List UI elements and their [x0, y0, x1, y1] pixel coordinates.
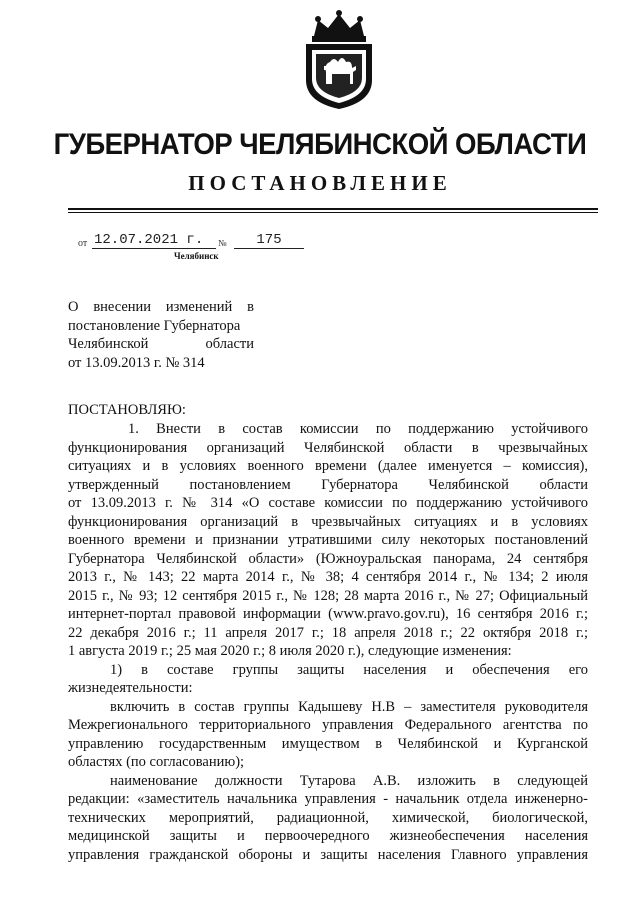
subject-line: Челябинской области	[68, 336, 254, 352]
body-line: ситуациях и в условиях военного времени (далее именуется – комиссия),	[68, 458, 588, 474]
body-line: функционирования организаций в чрезвычайных ситуациях и в условиях	[68, 513, 588, 530]
body-line: военного времени и признании утратившими силу некоторых постановлений	[68, 532, 588, 548]
body-line: медицинской защиты и первоочередного жизнеобеспечения населения	[68, 828, 588, 844]
body-line: включить в состав группы Кадышеву Н.В – заместителя руководителя	[110, 698, 588, 715]
governor-title: ГУБЕРНАТОР ЧЕЛЯБИНСКОЙ ОБЛАСТИ	[53, 128, 587, 161]
body-line: 2013 г., № 143; 22 марта 2014 г., № 38; 4 сентября 2014 г., № 134; 2 июля	[68, 569, 588, 585]
subject-line: от 13.09.2013 г. № 314	[68, 354, 205, 371]
coat-of-arms-emblem	[296, 10, 382, 110]
body-line: утвержденный постановлением Губернатора Челябинской области	[68, 476, 588, 493]
body-line: наименование должности Тутарова А.В. изложить в следующей	[110, 772, 588, 789]
body-line: технических мероприятий, радиационной, химической, биологической,	[68, 809, 588, 826]
body-line: 1. Внести в состав комиссии по поддержанию устойчивого	[128, 421, 588, 437]
decree-word: ПОСТАНОВЛЯЮ:	[68, 402, 186, 418]
body-line: интернет-портал правовой информации (www.pravo.gov.ru), 16 сентября 2016 г.;	[68, 606, 588, 622]
body-line: управлению государственным имуществом в Челябинской и Курганской	[68, 735, 588, 752]
body-line: 22 декабря 2016 г.; 11 апреля 2017 г.; 18 апреля 2018 г.; 22 октября 2018 г.;	[68, 624, 588, 641]
body-line: Межрегионального территориального управления Федерального агентства по	[68, 717, 588, 733]
number-label: №	[218, 238, 227, 248]
body-line: редакции: «заместитель начальника управления - начальник отдела инженерно-	[68, 791, 588, 807]
body-line: 1 августа 2019 г.; 25 мая 2020 г.; 8 июля 2020 г.), следующие изменения:	[68, 643, 512, 659]
subject-line: постановление Губернатора	[68, 317, 241, 334]
body-line: управления гражданской обороны и защиты населения Главного управления	[68, 846, 588, 863]
document-body	[68, 420, 588, 864]
body-line: Губернатора Челябинской области» (Южноуральская панорама, 24 сентября	[68, 550, 588, 567]
document-date: 12.07.2021 г.	[92, 232, 216, 249]
body-line: областях (по согласованию);	[68, 754, 245, 770]
document-number: 175	[234, 232, 304, 249]
header-divider-thick	[68, 208, 598, 210]
document-type: ПОСТАНОВЛЕНИЕ	[188, 171, 452, 195]
document-subject	[68, 298, 254, 372]
body-line: 1) в составе группы защиты населения и обеспечения его	[110, 661, 588, 678]
date-from-label: от	[78, 238, 88, 249]
subject-line: О внесении изменений в	[68, 299, 254, 315]
city-name: Челябинск	[174, 251, 219, 261]
header-divider-thin	[68, 212, 598, 213]
body-line: 2015 г., № 93; 12 сентября 2015 г., № 128; 28 марта 2016 г., № 27; Официальный	[68, 587, 588, 604]
body-line: жизнедеятельности:	[68, 680, 193, 696]
body-line: от 13.09.2013 г. № 314 «О составе комиссии по поддержанию устойчивого	[68, 495, 588, 511]
body-line: функционирования организаций Челябинской области в чрезвычайных	[68, 439, 588, 456]
